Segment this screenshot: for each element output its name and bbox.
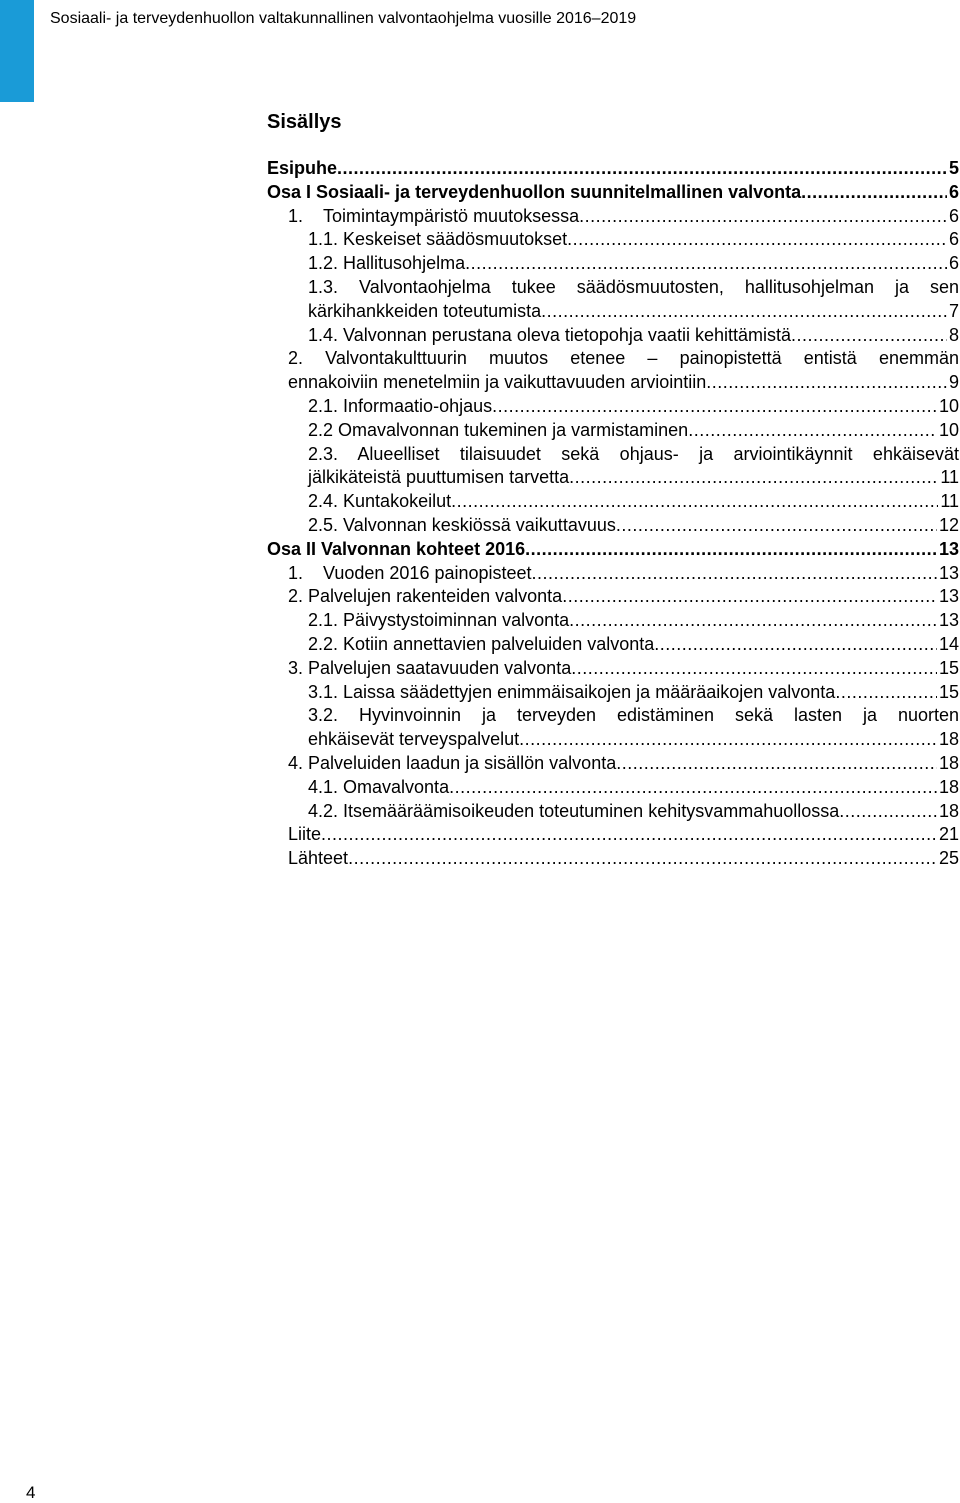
toc-entry[interactable]: 1.3. Valvontaohjelma tukee säädösmuutosten, hallitusohjelman ja sen kärkihankkeiden toteutumista ..... 7 <box>267 276 959 324</box>
toc-page-number: 11 <box>940 491 959 512</box>
toc-page-number: 13 <box>938 586 959 607</box>
toc-page-number: 8 <box>948 324 959 345</box>
toc-page-number: 11 <box>940 467 959 488</box>
toc-entry[interactable]: 2. Palvelujen rakenteiden valvonta ..... 13 <box>267 585 959 609</box>
toc-page-number: 12 <box>938 514 959 535</box>
toc-page-number: 9 <box>948 372 959 393</box>
toc-entry[interactable]: 2.1. Päivystystoiminnan valvonta ..... 13 <box>267 609 959 633</box>
toc-entry[interactable]: 3.1. Laissa säädettyjen enimmäisaikojen ja määräaikojen valvonta ..... 15 <box>267 681 959 705</box>
toc-page-number: 6 <box>948 181 959 202</box>
toc-page-number: 15 <box>938 681 959 702</box>
toc-entry[interactable]: Osa II Valvonnan kohteet 2016 ..... 13 <box>267 538 959 562</box>
toc-entry[interactable]: 2.2 Omavalvonnan tukeminen ja varmistaminen ..... 10 <box>267 419 959 443</box>
toc-entry[interactable]: 1.2. Hallitusohjelma ..... 6 <box>267 252 959 276</box>
toc-page-number: 5 <box>948 158 959 178</box>
page-number: 4 <box>26 1483 36 1502</box>
toc-entry[interactable]: Liite ..... 21 <box>267 823 959 847</box>
toc-page-number: 13 <box>938 610 959 631</box>
toc-entry[interactable]: 4.1. Omavalvonta ..... 18 <box>267 776 959 800</box>
running-header: Sosiaali- ja terveydenhuollon valtakunnallinen valvontaohjelma vuosille 2016–2019 <box>50 10 637 27</box>
toc-entry[interactable]: 2. Valvontakulttuurin muutos etenee – painopistettä entistä enemmän ennakoiviin menetelmiin ja vaikuttavuuden arviointiin ..... 9 <box>267 347 959 395</box>
toc-entry[interactable]: Lähteet ..... 25 <box>267 847 959 871</box>
toc-page-number: 15 <box>938 657 959 678</box>
toc-entry[interactable]: 2.3. Alueelliset tilaisuudet sekä ohjaus- ja arviointikäynnit ehkäisevät jälkikäteistä puuttumisen tarvetta ..... 11 <box>267 443 959 491</box>
toc-page-number: 25 <box>938 848 959 869</box>
toc-page-number: 13 <box>938 562 959 583</box>
toc-page-number: 10 <box>938 395 959 416</box>
toc-entry[interactable]: 2.1. Informaatio-ohjaus ..... 10 <box>267 395 959 419</box>
toc-page-number: 6 <box>948 205 959 226</box>
toc-entry[interactable]: Osa I Sosiaali- ja terveydenhuollon suunnitelmallinen valvonta ..... 6 <box>267 181 959 205</box>
toc-entry[interactable]: 2.4. Kuntakokeilut ..... 11 <box>267 490 959 514</box>
toc-page-number: 7 <box>948 300 959 321</box>
header-accent-bar <box>0 0 34 102</box>
toc-heading: Sisällys <box>267 111 342 133</box>
toc-entry-number: 1. <box>288 205 304 226</box>
toc-page-number: 13 <box>938 538 959 559</box>
toc-page-number: 10 <box>938 419 959 440</box>
toc-entry[interactable]: 2.5. Valvonnan keskiössä vaikuttavuus ..... 12 <box>267 514 959 538</box>
toc-page-number: 18 <box>938 752 959 773</box>
toc-page-number: 6 <box>948 229 959 250</box>
toc-page-number: 21 <box>938 824 959 845</box>
toc-entry[interactable]: 3.2. Hyvinvoinnin ja terveyden edistäminen sekä lasten ja nuorten ehkäisevät terveyspalvelut ..... 18 <box>267 704 959 752</box>
toc-page-number: 18 <box>938 729 959 750</box>
toc-entry[interactable]: Esipuhe ..... 5 <box>267 157 959 181</box>
toc-page-number: 14 <box>938 633 959 654</box>
toc-entry[interactable]: 2.2. Kotiin annettavien palveluiden valvonta ..... 14 <box>267 633 959 657</box>
toc-entry[interactable]: 3. Palvelujen saatavuuden valvonta ..... 15 <box>267 657 959 681</box>
toc-entry[interactable]: 1.4. Valvonnan perustana oleva tietopohja vaatii kehittämistä ..... 8 <box>267 324 959 348</box>
toc-entry[interactable]: 1.1. Keskeiset säädösmuutokset ..... 6 <box>267 228 959 252</box>
table-of-contents <box>267 157 959 871</box>
toc-entry[interactable]: 4.2. Itsemääräämisoikeuden toteutuminen kehitysvammahuollossa ..... 18 <box>267 800 959 824</box>
toc-entry[interactable]: 4. Palveluiden laadun ja sisällön valvonta ..... 18 <box>267 752 959 776</box>
toc-page-number: 6 <box>948 253 959 274</box>
toc-page-number: 18 <box>938 800 959 821</box>
toc-page-number: 18 <box>938 776 959 797</box>
toc-entry[interactable]: 1. Vuoden 2016 painopisteet ..... 13 <box>267 562 959 586</box>
toc-entry-number: 1. <box>288 562 304 583</box>
toc-entry[interactable]: 1. Toimintaympäristö muutoksessa ..... 6 <box>267 205 959 229</box>
